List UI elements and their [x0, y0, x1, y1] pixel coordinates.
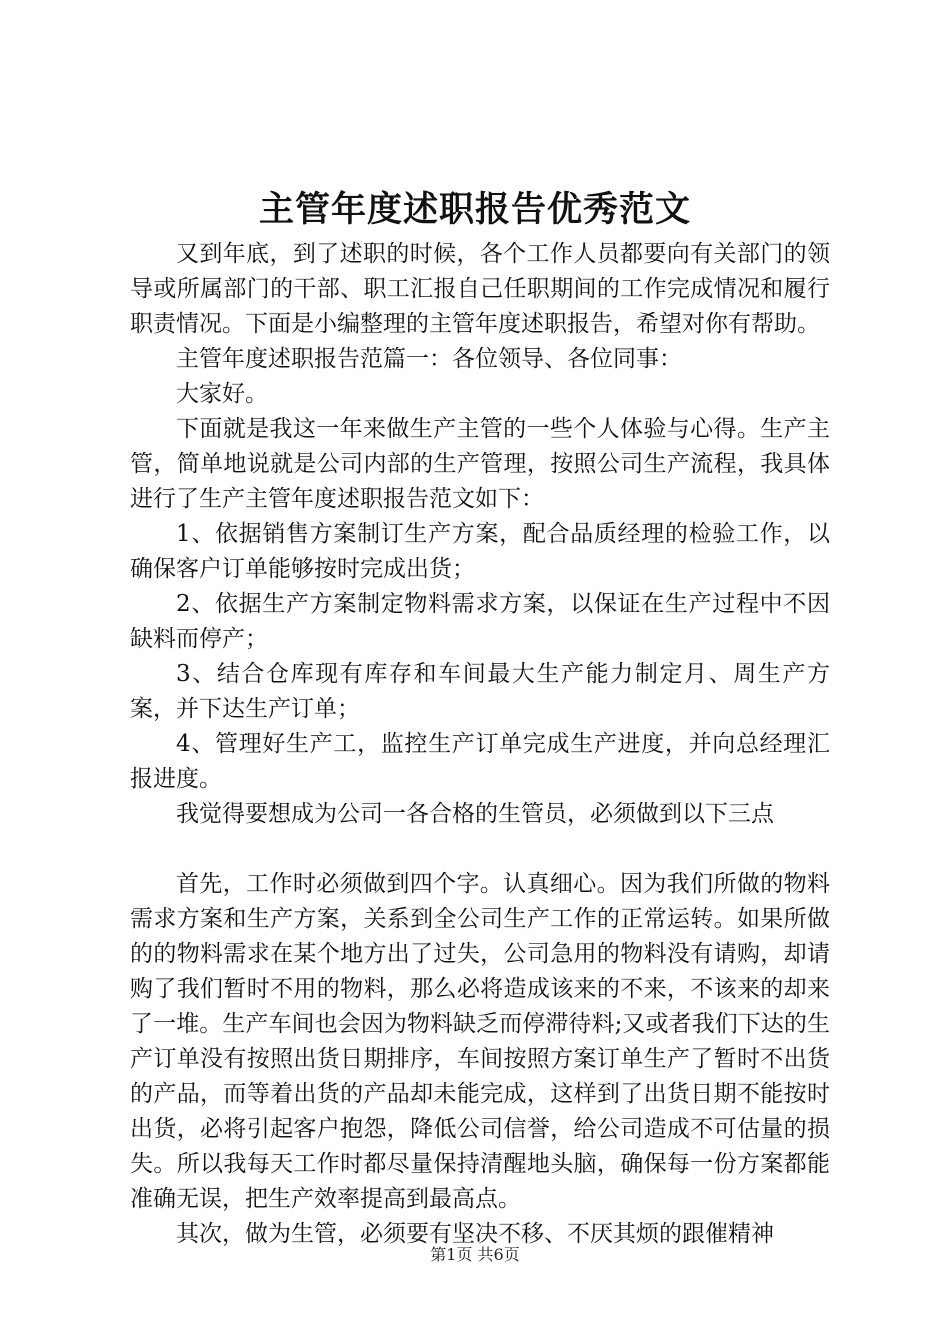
list-item-1: 1、依据销售方案制订生产方案，配合品质经理的检验工作，以确保客户订单能够按时完成出货； [130, 521, 830, 582]
page-number-footer: 第1页 共6页 [430, 1245, 520, 1264]
paragraph-three-points: 我觉得要想成为公司一各合格的生管员，必须做到以下三点 [176, 801, 774, 827]
blank-line [130, 832, 830, 867]
list-item-4: 4、管理好生产工，监控生产订单完成生产进度，并向总经理汇报进度。 [130, 731, 830, 792]
document-body [130, 237, 830, 1252]
paragraph-overview: 下面就是我这一年来做生产主管的一些个人体验与心得。生产主管，简单地说就是公司内部的生产管理，按照公司生产流程，我具体进行了生产主管年度述职报告范文如下： [130, 416, 830, 512]
list-item-3: 3、结合仓库现有库存和车间最大生产能力制定月、周生产方案，并下达生产订单； [130, 661, 830, 722]
document-title: 主管年度述职报告优秀范文 [258, 189, 691, 230]
paragraph-greeting: 主管年度述职报告范篇一：各位领导、各位同事： [176, 346, 682, 372]
paragraph-second-point: 其次，做为生管，必须要有坚决不移、不厌其烦的跟催精神 [176, 1221, 774, 1247]
paragraph-first-point: 首先，工作时必须做到四个字。认真细心。因为我们所做的物料需求方案和生产方案，关系到全公司生产工作的正常运转。如果所做的的物料需求在某个地方出了过失，公司急用的物料没有请购，却请购了我们暂时不用的物料，那么必将造成该来的不来，不该来的却来了一堆。生产车间也会因为物料缺乏而停滞待料;又或者我们下达的生产订单没有按照出货日期排序，车间按照方案订单生产了暂时不出货的产品，而等着出货的产品却未能完成，这样到了出货日期不能按时出货，必将引起客户抱怨，降低公司信誉，给公司造成不可估量的损失。所以我每天工作时都尽量保持清醒地头脑，确保每一份方案都能准确无误，把生产效率提高到最高点。 [130, 871, 830, 1212]
paragraph-hello: 大家好。 [176, 381, 268, 407]
list-item-2: 2、依据生产方案制定物料需求方案，以保证在生产过程中不因缺料而停产； [130, 591, 830, 652]
paragraph-intro: 又到年底，到了述职的时候，各个工作人员都要向有关部门的领导或所属部门的干部、职工汇报自己任职期间的工作完成情况和履行职责情况。下面是小编整理的主管年度述职报告，希望对你有帮助。 [130, 241, 830, 337]
